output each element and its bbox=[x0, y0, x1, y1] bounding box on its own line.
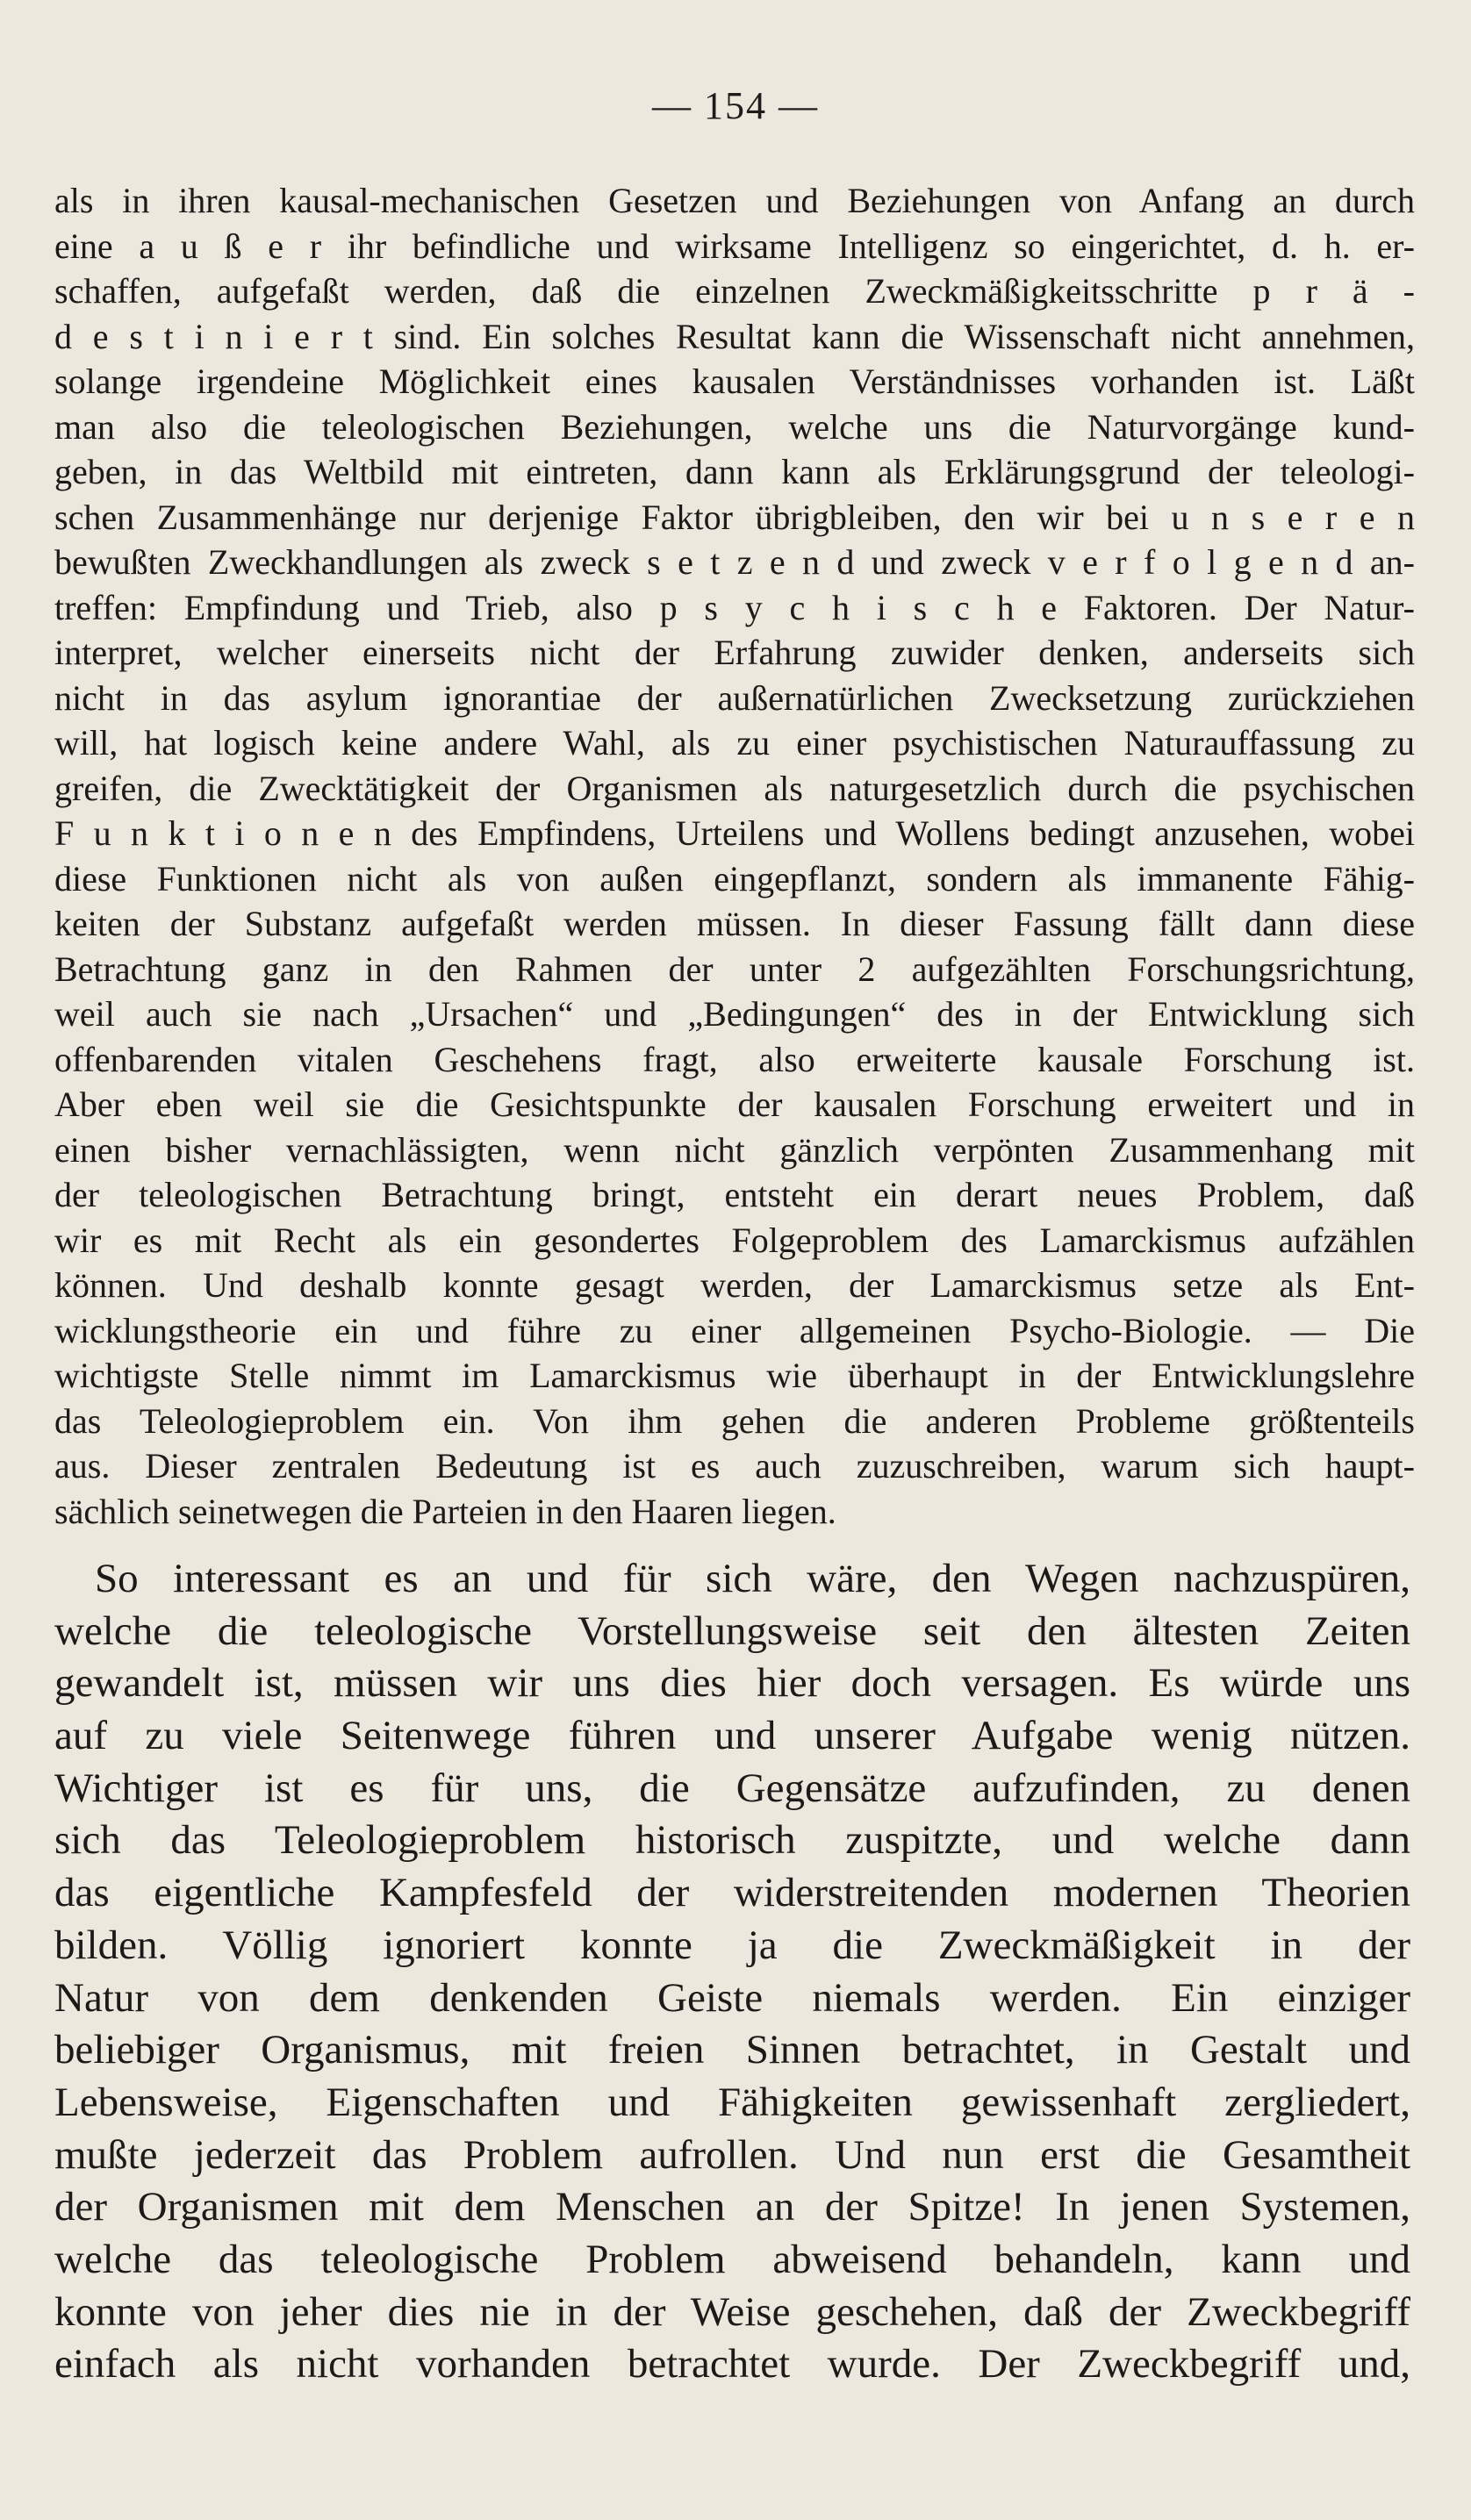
text-line: das eigentliche Kampfesfeld der widerstreitenden modernen Theorien bbox=[54, 1870, 1410, 1916]
page-number: — 154 — bbox=[652, 84, 819, 127]
text-line: Lebensweise, Eigenschaften und Fähigkeiten gewissenhaft zergliedert, bbox=[54, 2079, 1410, 2125]
text-line: keiten der Substanz aufgefaßt werden müssen. In dieser Fassung fällt dann diese bbox=[54, 904, 1415, 943]
text-line: aus. Dieser zentralen Bedeutung ist es auch zuzuschreiben, warum sich haupt- bbox=[54, 1446, 1415, 1486]
paragraph-large-print bbox=[54, 1553, 1410, 2391]
text-line: Wichtiger ist es für uns, die Gegensätze aufzufinden, zu denen bbox=[54, 1765, 1410, 1811]
text-line: will, hat logisch keine andere Wahl, als zu einer psychistischen Naturauffassung zu bbox=[54, 723, 1415, 762]
text-line: wichtigste Stelle nimmt im Lamarckismus wie überhaupt in der Entwicklungslehre bbox=[54, 1356, 1415, 1395]
text-line: wicklungstheorie ein und führe zu einer allgemeinen Psycho-Biologie. — Die bbox=[54, 1310, 1415, 1350]
text-line: der teleologischen Betrachtung bringt, entsteht ein derart neues Problem, daß bbox=[54, 1175, 1415, 1214]
text-line: diese Funktionen nicht als von außen eingepflanzt, sondern als immanente Fähig- bbox=[54, 858, 1415, 898]
text-line: sich das Teleologieproblem historisch zuspitzte, und welche dann bbox=[54, 1817, 1410, 1864]
text-line: als in ihren kausal-mechanischen Gesetzen und Beziehungen von Anfang an durch bbox=[54, 181, 1415, 220]
text-line: nicht in das asylum ignorantiae der außernatürlichen Zwecksetzung zurückziehen bbox=[54, 677, 1415, 718]
paragraph-small-print bbox=[54, 178, 1415, 1534]
text-line: d e s t i n i e r t sind. Ein solches Resultat kann die Wissenschaft nicht annehmen, bbox=[54, 316, 1415, 356]
text-line: bilden. Völlig ignoriert konnte ja die Zweckmäßigkeit in der bbox=[54, 1922, 1410, 1968]
text-line: mußte jederzeit das Problem aufrollen. Und nun erst die Gesamtheit bbox=[54, 2131, 1410, 2178]
text-line: Natur von dem denkenden Geiste niemals werden. Ein einziger bbox=[54, 1974, 1410, 2021]
text-line: solange irgendeine Möglichkeit eines kausalen Verständnisses vorhanden ist. Läßt bbox=[54, 362, 1415, 401]
text-line: gewandelt ist, müssen wir uns dies hier doch versagen. Es würde uns bbox=[54, 1660, 1410, 1707]
text-line: konnte von jeher dies nie in der Weise geschehen, daß der Zweckbegriff bbox=[54, 2288, 1410, 2335]
text-line: einen bisher vernachlässigten, wenn nicht gänzlich verpönten Zusammenhang mit bbox=[54, 1129, 1415, 1170]
text-line: F u n k t i o n e n des Empfindens, Urteilens und Wollens bedingt anzusehen, wobei bbox=[54, 813, 1415, 853]
text-line: schaffen, aufgefaßt werden, daß die einzelnen Zweckmäßigkeitsschritte p r ä - bbox=[54, 271, 1415, 311]
text-line: interpret, welcher einerseits nicht der Erfahrung zuwider denken, anderseits sich bbox=[54, 633, 1415, 672]
text-line: eine a u ß e r ihr befindliche und wirksame Intelligenz so eingerichtet, d. h. er- bbox=[54, 226, 1415, 266]
text-line: auf zu viele Seitenwege führen und unserer Aufgabe wenig nützen. bbox=[54, 1713, 1410, 1759]
text-line: Betrachtung ganz in den Rahmen der unter 2 aufgezählten Forschungsrichtung, bbox=[54, 949, 1415, 989]
text-line: man also die teleologischen Beziehungen, welche uns die Naturvorgänge kund- bbox=[54, 406, 1415, 447]
text-line: treffen: Empfindung und Trieb, also p s y c h i s c h e Faktoren. Der Natur- bbox=[54, 587, 1415, 627]
text-line: welche das teleologische Problem abweisend behandeln, kann und bbox=[54, 2236, 1410, 2282]
text-line: der Organismen mit dem Menschen an der Spitze! In jenen Systemen, bbox=[54, 2184, 1410, 2230]
text-line: schen Zusammenhänge nur derjenige Faktor übrigbleiben, den wir bei u n s e r e n bbox=[54, 497, 1415, 537]
text-line: geben, in das Weltbild mit eintreten, dann kann als Erklärungsgrund der teleologi- bbox=[54, 452, 1415, 491]
text-line: einfach als nicht vorhanden betrachtet wurde. Der Zweckbegriff und, bbox=[54, 2341, 1410, 2388]
text-line: welche die teleologische Vorstellungsweise seit den ältesten Zeiten bbox=[54, 1607, 1410, 1654]
text-line: offenbarenden vitalen Geschehens fragt, also erweiterte kausale Forschung ist. bbox=[54, 1039, 1415, 1079]
text-line: greifen, die Zwecktätigkeit der Organismen als naturgesetzlich durch die psychischen bbox=[54, 768, 1415, 808]
text-line: können. Und deshalb konnte gesagt werden, der Lamarckismus setze als Ent- bbox=[54, 1265, 1415, 1305]
text-line: weil auch sie nach „Ursachen“ und „Bedingungen“ des in der Entwicklung sich bbox=[54, 994, 1415, 1034]
text-line: beliebiger Organismus, mit freien Sinnen betrachtet, in Gestalt und bbox=[54, 2027, 1410, 2073]
text-line: So interessant es an und für sich wäre, den Wegen nachzuspüren, bbox=[95, 1556, 1410, 1601]
text-line: wir es mit Recht als ein gesondertes Folgeproblem des Lamarckismus aufzählen bbox=[54, 1220, 1415, 1260]
text-line: das Teleologieproblem ein. Von ihm gehen die anderen Probleme größtenteils bbox=[54, 1400, 1415, 1441]
text-line: sächlich seinetwegen die Parteien in den Haaren liegen. bbox=[54, 1491, 836, 1531]
text-line: Aber eben weil sie die Gesichtspunkte der kausalen Forschung erweitert und in bbox=[54, 1085, 1415, 1124]
text-line: bewußten Zweckhandlungen als zweck s e t z e n d und zweck v e r f o l g e n d an- bbox=[54, 542, 1415, 582]
